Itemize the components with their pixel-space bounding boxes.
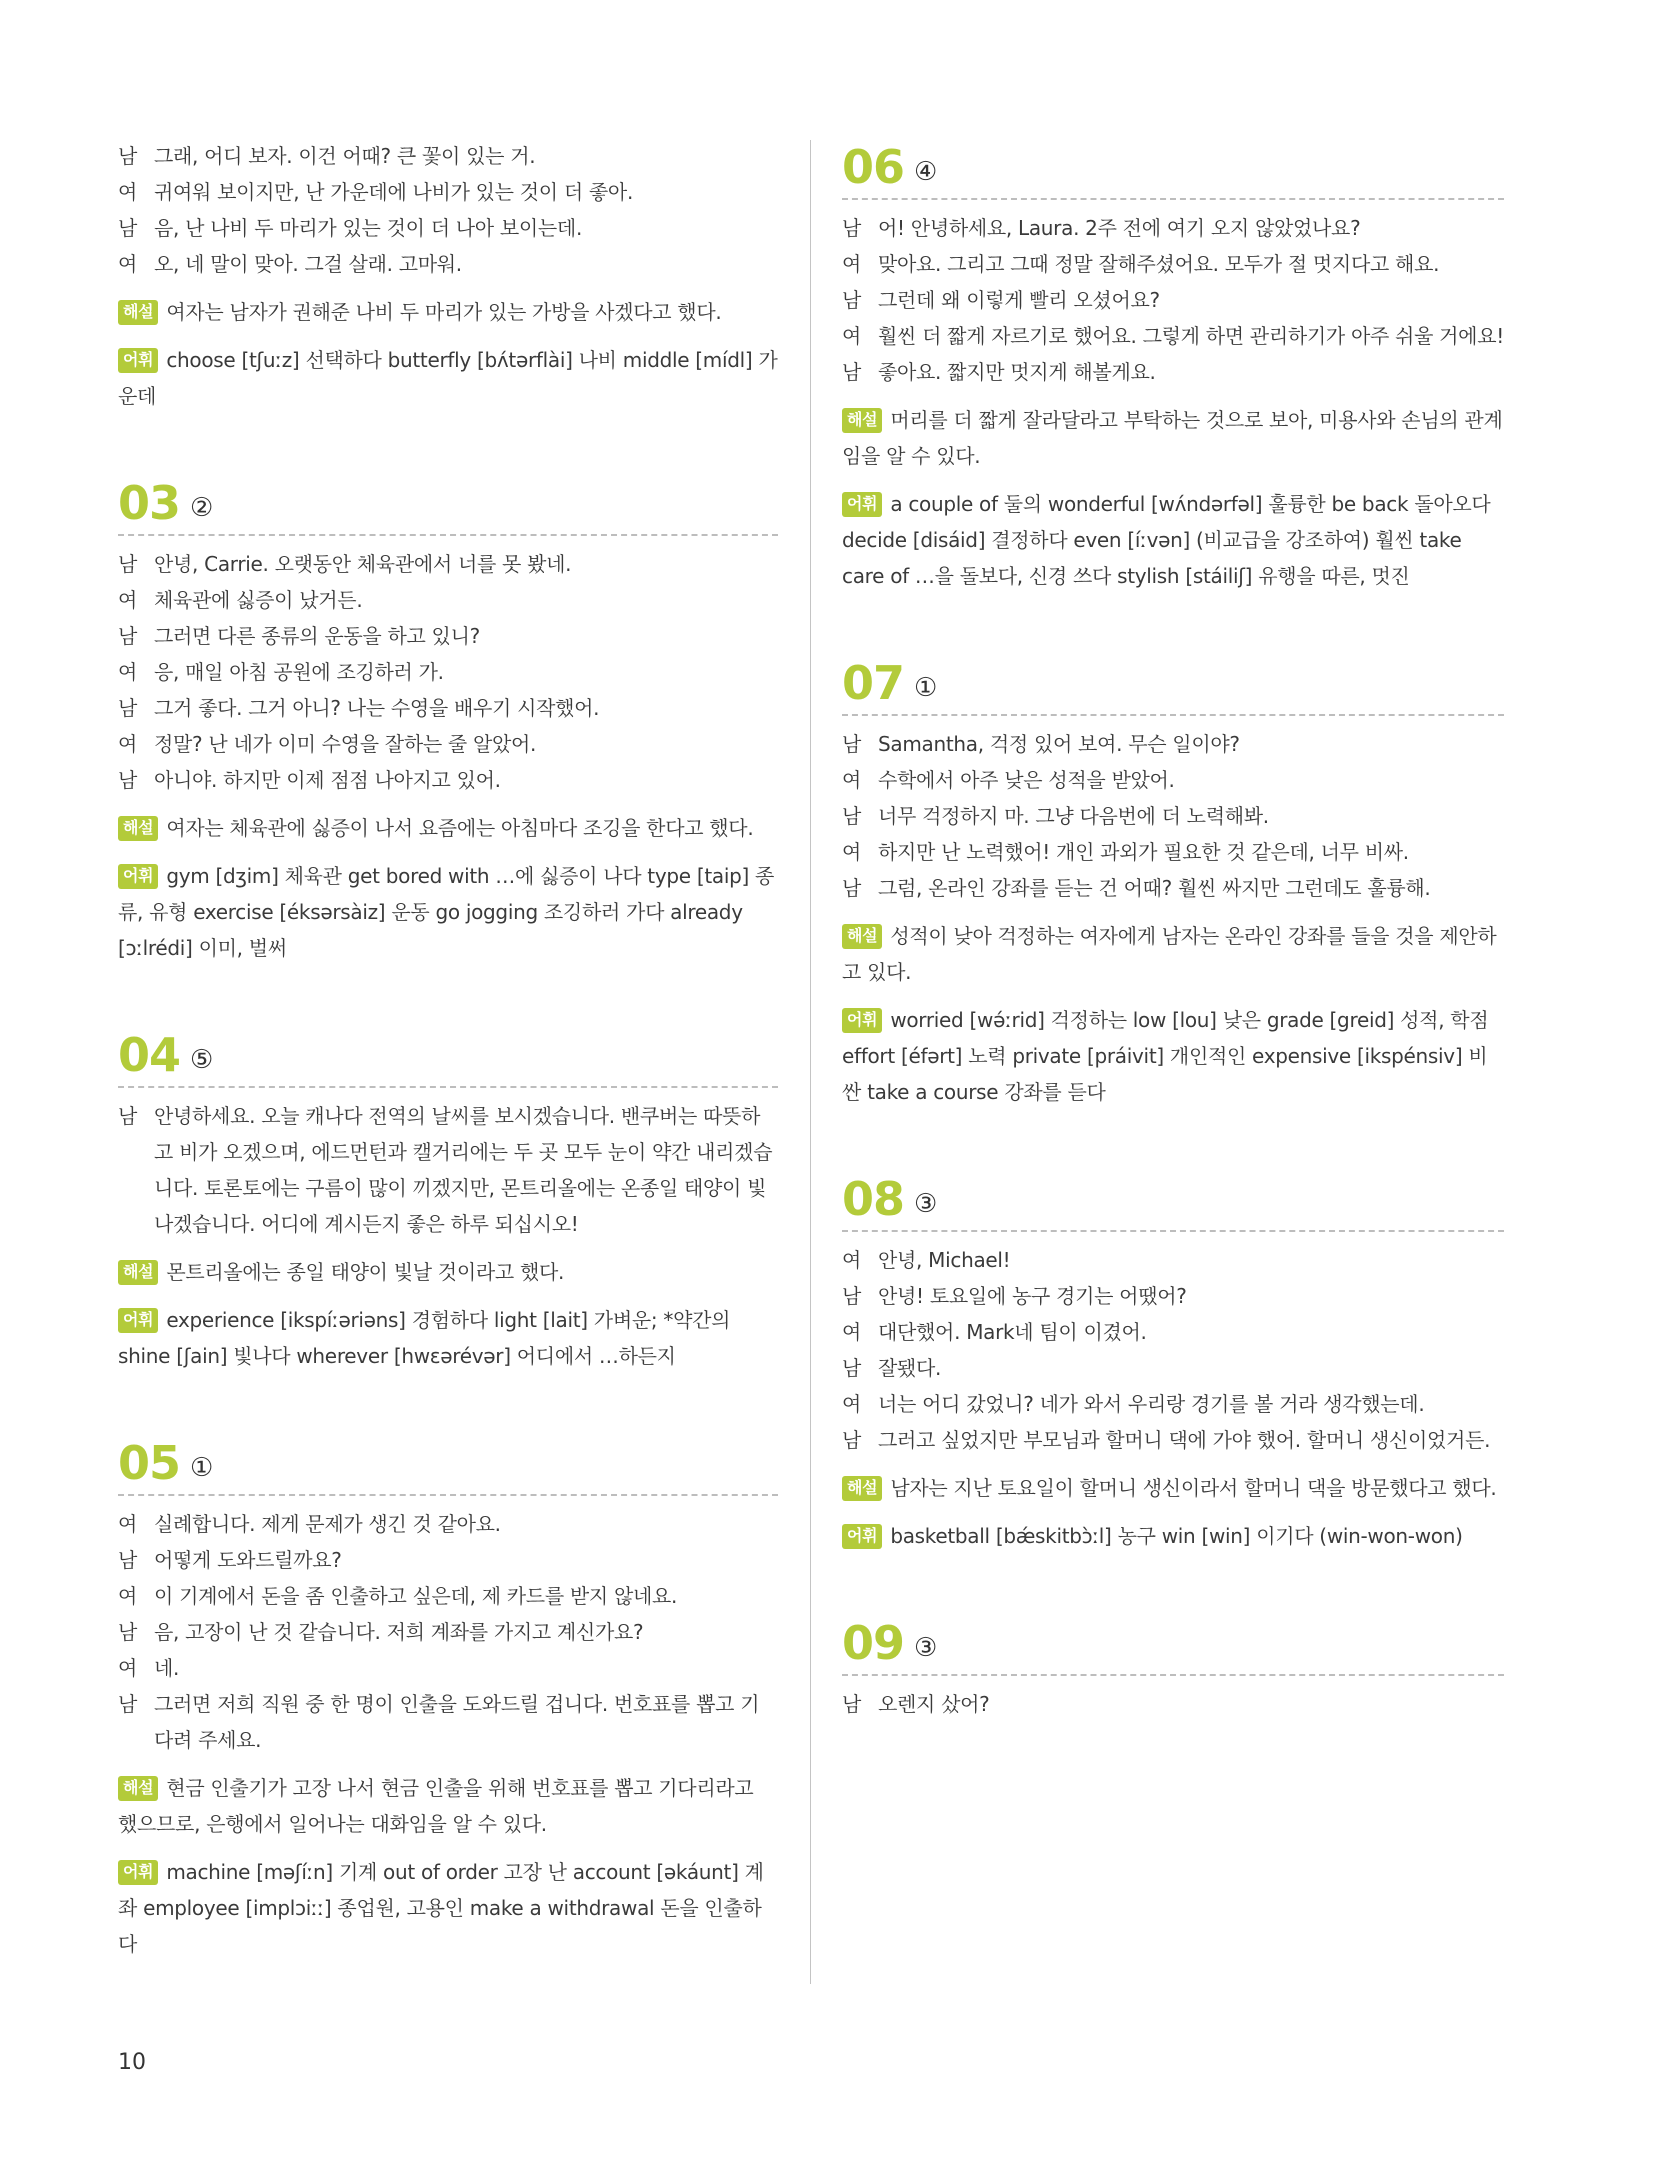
left-column xyxy=(118,138,778,1962)
question-header xyxy=(118,474,778,536)
haeseol-tag: 해설 xyxy=(118,1776,158,1801)
dialogue-line: 남 오렌지 샀어? xyxy=(842,1686,1504,1722)
dialogue-line: 여 이 기계에서 돈을 좀 인출하고 싶은데, 제 카드를 받지 않네요. xyxy=(118,1578,778,1614)
explanation: 해설 몬트리올에는 종일 태양이 빛날 것이라고 했다. xyxy=(118,1254,778,1290)
vocabulary: 어휘 gym [dʒim] 체육관 get bored with …에 싫증이 나다 type [taip] 종류, 유형 exercise [éksərsàiz] 운동 go jogging 조깅하러 가다 already [ɔːlrédi] 이미, 벌써 xyxy=(118,864,775,960)
speaker-label: 남 xyxy=(842,804,862,828)
dialogue-line: 남 그거 좋다. 그거 아니? 나는 수영을 배우기 시작했어. xyxy=(118,690,778,726)
question-header xyxy=(842,1614,1504,1676)
dialogue-line: 여 안녕, Michael! xyxy=(842,1242,1504,1278)
right-column xyxy=(842,138,1504,1722)
eohwi-tag: 어휘 xyxy=(842,492,882,517)
speaker-label: 여 xyxy=(842,1248,862,1272)
answer-mark: ① xyxy=(190,1453,214,1483)
haeseol-tag: 해설 xyxy=(842,924,882,949)
speaker-label: 여 xyxy=(118,1656,138,1680)
speaker-label: 남 xyxy=(842,288,862,312)
dialogue-line: 여 너는 어디 갔었니? 네가 와서 우리랑 경기를 볼 거라 생각했는데. xyxy=(842,1386,1504,1422)
haeseol-tag: 해설 xyxy=(118,300,158,325)
dialogue-line: 남 어! 안녕하세요, Laura. 2주 전에 여기 오지 않았었나요? xyxy=(842,210,1504,246)
explanation: 해설 남자는 지난 토요일이 할머니 생신이라서 할머니 댁을 방문했다고 했다. xyxy=(842,1470,1504,1506)
answer-mark: ③ xyxy=(914,1633,938,1663)
question-04 xyxy=(118,1026,778,1374)
dialogue-line: 남 그러고 싶었지만 부모님과 할머니 댁에 가야 했어. 할머니 생신이었거든. xyxy=(842,1422,1504,1458)
eohwi-tag: 어휘 xyxy=(118,864,158,889)
eohwi-tag: 어휘 xyxy=(118,1308,158,1333)
dialogue-line: 남 너무 걱정하지 마. 그냥 다음번에 더 노력해봐. xyxy=(842,798,1504,834)
explanation: 해설 머리를 더 짧게 잘라달라고 부탁하는 것으로 보아, 미용사와 손님의 관계임을 알 수 있다. xyxy=(842,408,1503,468)
dialogue-line: 남 안녕! 토요일에 농구 경기는 어땠어? xyxy=(842,1278,1504,1314)
explanation: 해설 현금 인출기가 고장 나서 현금 인출을 위해 번호표를 뽑고 기다리라고 했으므로, 은행에서 일어나는 대화임을 알 수 있다. xyxy=(118,1776,754,1836)
dialogue-line: 여 정말? 난 네가 이미 수영을 잘하는 줄 알았어. xyxy=(118,726,778,762)
question-08 xyxy=(842,1170,1504,1554)
explanation: 해설 여자는 체육관에 싫증이 나서 요즘에는 아침마다 조깅을 한다고 했다. xyxy=(118,810,778,846)
speaker-label: 여 xyxy=(118,180,138,204)
eohwi-tag: 어휘 xyxy=(842,1008,882,1033)
speaker-label: 남 xyxy=(842,732,862,756)
speaker-label: 남 xyxy=(842,876,862,900)
vocabulary: 어휘 basketball [bǽskitbɔ̀ːl] 농구 win [win] 이기다 (win-won-won) xyxy=(842,1518,1504,1554)
column-divider xyxy=(810,140,811,1984)
speaker-label: 여 xyxy=(842,768,862,792)
haeseol-tag: 해설 xyxy=(118,1260,158,1285)
answer-mark: ① xyxy=(914,673,938,703)
dialogue-line: 남 음, 난 나비 두 마리가 있는 것이 더 나아 보이는데. xyxy=(118,210,778,246)
vocabulary: 어휘 choose [tʃuːz] 선택하다 butterfly [bʌ́tərflài] 나비 middle [mídl] 가운데 xyxy=(118,348,778,408)
dialogue-line: 여 네. xyxy=(118,1650,778,1686)
answer-mark: ③ xyxy=(914,1189,938,1219)
question-number: 06 xyxy=(842,140,905,194)
question-header xyxy=(118,1026,778,1088)
speaker-label: 여 xyxy=(842,252,862,276)
page-number: 10 xyxy=(118,2050,146,2075)
dialogue-line: 여 실례합니다. 제게 문제가 생긴 것 같아요. xyxy=(118,1506,778,1542)
question-06 xyxy=(842,138,1504,594)
vocabulary: 어휘 a couple of 둘의 wonderful [wʌ́ndərfəl] 훌륭한 be back 돌아오다 decide [disáid] 결정하다 even [íːvən] (비교급을 강조하여) 훨씬 take care of …을 돌보다, 신경 쓰다 stylish [stáiliʃ] 유행을 따른, 멋진 xyxy=(842,492,1491,588)
dialogue-line: 남 그런데 왜 이렇게 빨리 오셨어요? xyxy=(842,282,1504,318)
speaker-label: 남 xyxy=(842,1428,862,1452)
question-header xyxy=(842,1170,1504,1232)
dialogue-line: 여 체육관에 싫증이 났거든. xyxy=(118,582,778,618)
question-header xyxy=(842,138,1504,200)
speaker-label: 여 xyxy=(118,732,138,756)
question-header xyxy=(842,654,1504,716)
speaker-label: 여 xyxy=(118,1584,138,1608)
question-03 xyxy=(118,474,778,966)
speaker-label: 여 xyxy=(118,1512,138,1536)
speaker-label: 남 xyxy=(842,1284,862,1308)
vocabulary: 어휘 machine [məʃíːn] 기계 out of order 고장 난 account [əkáunt] 계좌 employee [implɔiːː] 종업원, 고용인 make a withdrawal 돈을 인출하다 xyxy=(118,1860,764,1956)
dialogue-line: 여 수학에서 아주 낮은 성적을 받았어. xyxy=(842,762,1504,798)
dialogue-line: 남 잘됐다. xyxy=(842,1350,1504,1386)
dialogue-line: 남 어떻게 도와드릴까요? xyxy=(118,1542,778,1578)
question-number: 09 xyxy=(842,1616,905,1670)
haeseol-tag: 해설 xyxy=(842,1476,882,1501)
dialogue-line: 남 안녕하세요. 오늘 캐나다 전역의 날씨를 보시겠습니다. 밴쿠버는 따뜻하고 비가 오겠으며, 에드먼턴과 캘거리에는 두 곳 모두 눈이 약간 내리겠습니다. 토론토에는 구름이 많이 끼겠지만, 몬트리올에는 온종일 태양이 빛나겠습니다. 어디에 계시든지 좋은 하루 되십시오! xyxy=(118,1098,778,1242)
haeseol-tag: 해설 xyxy=(118,816,158,841)
eohwi-tag: 어휘 xyxy=(842,1524,882,1549)
answer-mark: ④ xyxy=(914,157,938,187)
speaker-label: 남 xyxy=(118,624,138,648)
speaker-label: 남 xyxy=(118,1692,138,1716)
speaker-label: 남 xyxy=(842,1356,862,1380)
speaker-label: 남 xyxy=(118,1548,138,1572)
speaker-label: 여 xyxy=(842,840,862,864)
dialogue-line: 남 그러면 다른 종류의 운동을 하고 있니? xyxy=(118,618,778,654)
dialogue-line: 여 대단했어. Mark네 팀이 이겼어. xyxy=(842,1314,1504,1350)
speaker-label: 남 xyxy=(118,216,138,240)
speaker-label: 남 xyxy=(118,768,138,792)
dialogue-line: 남 아니야. 하지만 이제 점점 나아지고 있어. xyxy=(118,762,778,798)
speaker-label: 여 xyxy=(118,660,138,684)
dialogue-line: 여 귀여워 보이지만, 난 가운데에 나비가 있는 것이 더 좋아. xyxy=(118,174,778,210)
dialogue-line: 여 하지만 난 노력했어! 개인 과외가 필요한 것 같은데, 너무 비싸. xyxy=(842,834,1504,870)
question-number: 08 xyxy=(842,1172,905,1226)
dialogue-line: 여 오, 네 말이 맞아. 그걸 살래. 고마워. xyxy=(118,246,778,282)
haeseol-tag: 해설 xyxy=(842,408,882,433)
dialogue-line: 남 좋아요. 짧지만 멋지게 해볼게요. xyxy=(842,354,1504,390)
question-09 xyxy=(842,1614,1504,1722)
dialogue-line: 남 Samantha, 걱정 있어 보여. 무슨 일이야? xyxy=(842,726,1504,762)
question-number: 05 xyxy=(118,1436,181,1490)
answer-mark: ⑤ xyxy=(190,1045,214,1075)
explanation: 해설 성적이 낮아 걱정하는 여자에게 남자는 온라인 강좌를 들을 것을 제안하고 있다. xyxy=(842,924,1497,984)
dialogue-line: 여 훨씬 더 짧게 자르기로 했어요. 그렇게 하면 관리하기가 아주 쉬울 거에요! xyxy=(842,318,1504,354)
question-number: 04 xyxy=(118,1028,181,1082)
eohwi-tag: 어휘 xyxy=(118,1860,158,1885)
question-07 xyxy=(842,654,1504,1110)
question-05 xyxy=(118,1434,778,1962)
dialogue-line: 여 응, 매일 아침 공원에 조깅하러 가. xyxy=(118,654,778,690)
vocabulary: 어휘 experience [ikspíːəriəns] 경험하다 light [lait] 가벼운; *약간의 shine [ʃain] 빛나다 wherever [hwɛərévər] 어디에서 …하든지 xyxy=(118,1308,731,1368)
dialogue-line: 남 그러면 저희 직원 중 한 명이 인출을 도와드릴 겁니다. 번호표를 뽑고 기다려 주세요. xyxy=(118,1686,778,1758)
speaker-label: 여 xyxy=(118,588,138,612)
dialogue-line: 여 맞아요. 그리고 그때 정말 잘해주셨어요. 모두가 절 멋지다고 해요. xyxy=(842,246,1504,282)
speaker-label: 남 xyxy=(118,696,138,720)
speaker-label: 여 xyxy=(842,324,862,348)
speaker-label: 여 xyxy=(842,1392,862,1416)
speaker-label: 남 xyxy=(118,1104,138,1128)
eohwi-tag: 어휘 xyxy=(118,348,158,373)
vocabulary: 어휘 worried [wə́ːrid] 걱정하는 low [lou] 낮은 grade [greid] 성적, 학점 effort [éfərt] 노력 private [práivit] 개인적인 expensive [ikspénsiv] 비싼 take a course 강좌를 듣다 xyxy=(842,1008,1489,1104)
speaker-label: 여 xyxy=(118,252,138,276)
intro-dialogue xyxy=(118,138,778,414)
question-number: 03 xyxy=(118,476,181,530)
speaker-label: 남 xyxy=(842,216,862,240)
speaker-label: 남 xyxy=(118,1620,138,1644)
answer-mark: ② xyxy=(190,493,214,523)
speaker-label: 여 xyxy=(842,1320,862,1344)
question-header xyxy=(118,1434,778,1496)
explanation: 해설 여자는 남자가 권해준 나비 두 마리가 있는 가방을 사겠다고 했다. xyxy=(118,294,778,330)
dialogue-line: 남 안녕, Carrie. 오랫동안 체육관에서 너를 못 봤네. xyxy=(118,546,778,582)
dialogue-line: 남 그래, 어디 보자. 이건 어때? 큰 꽃이 있는 거. xyxy=(118,138,778,174)
dialogue-line: 남 그럼, 온라인 강좌를 듣는 건 어때? 훨씬 싸지만 그런데도 훌륭해. xyxy=(842,870,1504,906)
dialogue-line: 남 음, 고장이 난 것 같습니다. 저희 계좌를 가지고 계신가요? xyxy=(118,1614,778,1650)
speaker-label: 남 xyxy=(118,552,138,576)
speaker-label: 남 xyxy=(842,1692,862,1716)
question-number: 07 xyxy=(842,656,905,710)
speaker-label: 남 xyxy=(842,360,862,384)
speaker-label: 남 xyxy=(118,144,138,168)
